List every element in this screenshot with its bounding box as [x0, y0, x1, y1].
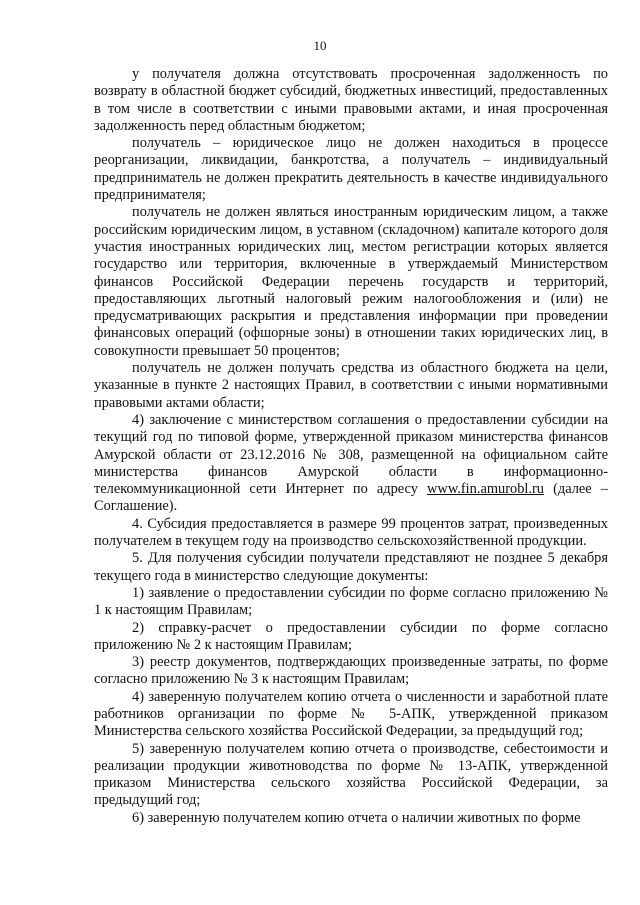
- paragraph-agreement: [94, 412, 608, 516]
- list-item-calculation: 2) справку-расчет о предоставлении субсидии по форме согласно приложению № 2 к настоящим Правилам;: [94, 619, 608, 653]
- list-item-13apk-report: 5) заверенную получателем копию отчета о производстве, себестоимости и реализации продукции животноводства по форме № 13-АПК, утвержденной приказом Министерства сельского хозяйства Российской Федерации, за предыдущий год;: [94, 740, 608, 809]
- agreement-text-end: (далее – Соглашение).: [94, 481, 608, 515]
- agreement-text: 4) заключение с министерством соглашения о предоставлении субсидии на текущий год по типовой форме, утвержденной приказом министерства финансов Амурской области от 23.12.2016 № 308, размещенной на официальном сайте министерства финансов Амурской области в информационно-телекоммуникационной сети Интернет по адресу: [94, 411, 608, 498]
- list-item-register: 3) реестр документов, подтверждающих произведенные затраты, по форме согласно приложению № 3 к настоящим Правилам;: [94, 654, 608, 688]
- paragraph-no-reorganization: получатель – юридическое лицо не должен находиться в процессе реорганизации, ликвидации, банкротства, а получатель – индивидуальный предприниматель не должен прекратить деятельность в качестве индивидуального предпринимателя;: [94, 135, 608, 204]
- list-item-5apk-report: 4) заверенную получателем копию отчета о численности и заработной плате работников организации по форме № 5-АПК, утвержденной приказом Министерства сельского хозяйства Российской Федерации, за предыдущий год;: [94, 688, 608, 740]
- paragraph-not-foreign: получатель не должен являться иностранным юридическим лицом, а также российским юридическим лицом, в уставном (складочном) капитале которого доля участия иностранных юридических лиц, местом регистрации которых является государство или территория, включенные в утверждаемый Министерством финансов Российской Федерации перечень государств и территорий, предоставляющих льготный налоговый режим налогообложения и (или) не предусматривающих раскрытия и представления информации при проведении финансовых операций (офшорные зоны) в отношении таких юридических лиц, в совокупности превышает 50 процентов;: [94, 204, 608, 359]
- page-number: 10: [313, 38, 327, 53]
- list-item-animals-report: 6) заверенную получателем копию отчета о наличии животных по форме: [132, 809, 581, 826]
- website-link[interactable]: www.fin.amurobl.ru: [427, 481, 544, 498]
- paragraph-no-debt: у получателя должна отсутствовать просроченная задолженность по возврату в областной бюджет субсидий, бюджетных инвестиций, предоставленных в том числе в соответствии с иными правовыми актами, и иная просроченная задолженность перед областным бюджетом;: [94, 66, 608, 134]
- paragraph-subsidy-size: 4. Субсидия предоставляется в размере 99 процентов затрат, произведенных получателем в текущем году на производство сельскохозяйственной продукции.: [94, 515, 608, 550]
- list-item-application: 1) заявление о предоставлении субсидии по форме согласно приложению № 1 к настоящим Правилам;: [94, 584, 608, 619]
- document-body: [94, 66, 608, 827]
- paragraph-documents-intro: 5. Для получения субсидии получатели представляют не позднее 5 декабря текущего года в министерство следующие документы:: [94, 550, 608, 584]
- paragraph-no-other-funds: получатель не должен получать средства из областного бюджета на цели, указанные в пункте 2 настоящих Правил, в соответствии с иными нормативными правовыми актами области;: [94, 360, 608, 411]
